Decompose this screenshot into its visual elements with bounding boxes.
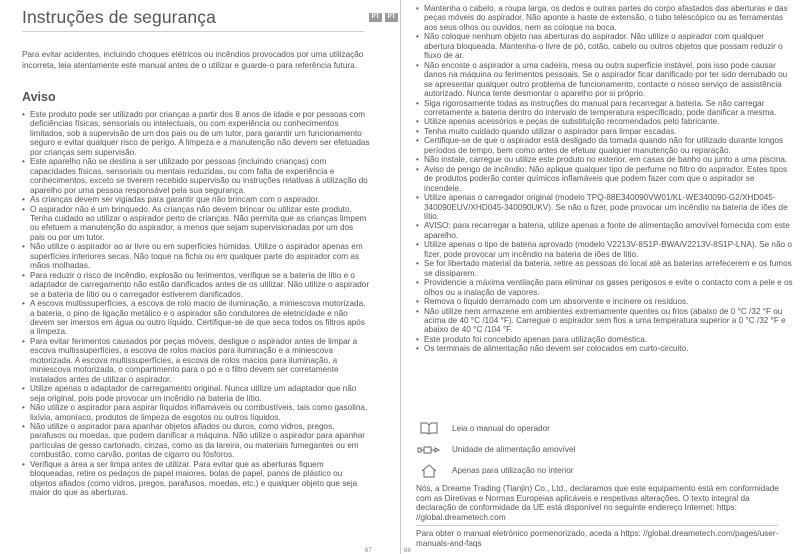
warning-item: • Utilize apenas o carregador original (modelo TPQ-88E340090VW01/KL-WE340090-G2/XHD045-340090EUV/XHD045-340090UKV). Se não o fizer, pode provocar um incêndio na bateria de iões de lítio. (416, 193, 794, 221)
warning-list-left (22, 110, 370, 498)
symbol-label: Apenas para utilização no interior (452, 466, 574, 475)
warning-item: • Utilize apenas acessórios e peças de substituição recomendados pelo fabricante. (416, 117, 794, 126)
warning-item: • O aspirador não é um brinquedo. As crianças não devem brincar ou utilizar este produto. Tenha cuidado ao utilizar o aspirador perto de crianças. Não permita que as crianças limpem ou efetuem a manutenção do aspirador, a menos que sejam supervisionadas por um dos pais ou por um tutor. (22, 205, 370, 243)
warning-item: • Não coloque nenhum objeto nas aberturas do aspirador. Não utilize o aspirador com qualquer abertura bloqueada. Mantenha-o livre de pó, cotão, cabelo ou outros objetos que possam reduzir o fluxo de ar. (416, 32, 794, 60)
warning-item: • Não utilize nem armazene em ambientes extremamente quentes ou frios (abaixo de 0 °C /32 °F ou acima de 40 °C /104 °F). Carregue o aspirador sem fios a uma temperatura superior a 0 °C /32 °F e abaixo de 40 °C /104 °F. (416, 307, 794, 335)
warning-item: • Este produto pode ser utilizado por crianças a partir dos 8 anos de idade e por pessoas com deficiências físicas, sensoriais ou intelectuais, ou com experiência ou conhecimentos limitados, sob a supervisão de um dos pais ou de um tutor, para garantir um funcionamento seguro e evitar qualquer risco de perigo. A limpeza e a manutenção não devem ser efetuadas por crianças sem supervisão. (22, 110, 370, 157)
page-number: 67 (365, 548, 372, 554)
symbol-row (414, 418, 784, 439)
warning-item: • Aviso de perigo de incêndio: Não aplique qualquer tipo de perfume no filtro do aspirador. Estes tipos de produtos poderão conter químicos inflamáveis que podem fazer com que o aspirador se incendeie. (416, 165, 794, 193)
warning-item: • Mantenha o cabelo, a roupa larga, os dedos e outras partes do corpo afastados das aberturas e das peças móveis do aspirador. Não aponte a haste de extensão, o tubo telescópico ou as ferramentas aos seus olhos ou ouvidos, nem as coloque na boca. (416, 4, 794, 32)
section-title: Aviso (22, 90, 56, 104)
warning-item: • Utilize apenas o tipo de bateria aprovado (modelo V2213V-8S1P-BWA/V2213V-8S1P-LNA). Se não o fizer, pode provocar um incêndio na bateria de iões de lítio. (416, 240, 794, 259)
warning-item: • As crianças devem ser vigiadas para garantir que não brincam com o aspirador. (22, 195, 370, 204)
declaration-divider (416, 525, 778, 526)
warning-item: • Os terminais de alimentação não devem ser colocados em curto-circuito. (416, 344, 794, 353)
symbol-label: Unidade de alimentação amovível (452, 445, 576, 454)
symbol-label: Leia o manual do operador (452, 424, 550, 433)
warning-item: • Verifique a área a ser limpa antes de utilizar. Para evitar que as aberturas fiquem bloqueadas, retire os pedaços de papel maiores, bolas de papel, panos de plástico ou objetos afiados (como vidros, pregos, parafusos, moedas, etc.) e qualquer objeto que seja maior do que as aberturas. (22, 460, 370, 498)
warning-item: • Não utilize o aspirador ao ar livre ou em superfícies húmidas. Utilize o aspirador apenas em superfícies interiores secas. Não toque na ficha ou em qualquer parte do aspirador com as mãos molhadas. (22, 242, 370, 270)
warning-item: • Certifique-se de que o aspirador está desligado da tomada quando não for utilizado durante longos períodos de tempo, bem como antes de efetuar qualquer manutenção ou reparação. (416, 136, 794, 155)
page-title: Instruções de segurança (22, 7, 216, 27)
house-icon (414, 464, 444, 478)
warning-item: • A escova multissuperfícies, a escova de rolo macio de iluminação, a miniescova motorizada, a bateria, o pino de ligação metálico e o aspirador são condutores de eletricidade e não devem ser imersos em água ou outro líquido. Certifique-se de que seca todos os filtros após a limpeza. (22, 299, 370, 337)
power-supply-icon (414, 443, 444, 457)
warning-item: • Não instale, carregue ou utilize este produto no exterior, em casas de banho ou junto a uma piscina. (416, 155, 794, 164)
warning-item: • Este aparelho não se destina a ser utilizado por pessoas (incluindo crianças) com capacidades físicas, sensoriais ou mentais reduzidas, ou com falta de experiência e conhecimentos, exceto se tiverem recebido supervisão ou instruções relativas à utilização do aparelho por uma pessoa responsável pela sua segurança. (22, 157, 370, 195)
warning-item: • AVISO: para recarregar a bateria, utilize apenas a fonte de alimentação amovível fornecida com este aparelho. (416, 221, 794, 240)
warning-item: • Remova o líquido derramado com um absorvente e incinere os resíduos. (416, 297, 794, 306)
title-divider (22, 31, 364, 32)
warning-item: • Siga rigorosamente todas as instruções do manual para recarregar a bateria. Se não carregar corretamente a bateria dentro do intervalo de temperatura especificado, pode danificar a mesma. (416, 99, 794, 118)
symbol-row (414, 439, 784, 460)
page-number: 68 (404, 548, 411, 554)
language-tabs (369, 13, 398, 22)
warning-item: • Se for libertado material da bateria, retire as pessoas do local até as baterias arrefecerem e os fumos se dissiparem. (416, 259, 794, 278)
warning-item: • Providencie a máxima ventilação para eliminar os gases perigosos e evite o contacto com a pele e os olhos ou a inalação de vapores. (416, 278, 794, 297)
symbol-legend (414, 418, 784, 481)
intro-paragraph: Para evitar acidentes, incluindo choques elétricos ou incêndios provocados por uma utilização incorreta, leia atentamente este manual antes de o utilizar e guarde-o para referência futura. (22, 50, 364, 70)
language-tab: PT (385, 13, 398, 22)
declaration-paragraph: Nós, a Dreame Trading (Tianjin) Co., Ltd., declaramos que este equipamento está em conformidade com as Diretivas e Normas Europeias aplicáveis e respetivas alterações. O texto integral da declaração de conformidade da UE está disponível no seguinte endereço Internet: https: //global.dreametech.com (416, 484, 779, 522)
book-icon (414, 422, 444, 436)
symbol-row (414, 460, 784, 481)
warning-list-right (416, 4, 794, 354)
warning-item: • Tenha muito cuidado quando utilizar o aspirador para limpar escadas. (416, 127, 794, 136)
manual-link-paragraph: Para obter o manual eletrónico pormenorizado, aceda a https: //global.dreametech.com/pages/user-manuals-and-faqs (416, 529, 779, 548)
warning-item: • Não utilize o aspirador para aspirar líquidos inflamáveis ou combustíveis, tais como gasolina, lixívia, amoníaco, produtos de limpeza de esgotos ou outros líquidos. (22, 403, 370, 422)
warning-item: • Utilize apenas o adaptador de carregamento original. Nunca utilize um adaptador que não seja original, pois pode provocar um incêndio na bateria de lítio. (22, 384, 370, 403)
warning-item: • Este produto foi concebido apenas para utilização doméstica. (416, 335, 794, 344)
warning-item: • Para evitar ferimentos causados por peças móveis, desligue o aspirador antes de limpar a escova multissuperfícies, a escova de rolos macios para iluminação e a miniescova motorizada. A escova multissuperfícies, a escova de rolos macios para iluminação, a miniescova motorizada, o compartimento para o pó e o filtro devem ser corretamente instalados antes de utilizar o aspirador. (22, 337, 370, 384)
language-tab: PT (369, 13, 382, 22)
warning-item: • Não utilize o aspirador para apanhar objetos afiados ou duros, como vidros, pregos, parafusos ou moedas, que podem danificar a máquina. Não utilize o aspirador para apanhar partículas de gesso cartonado, cinzas, como as da lareira, ou materiais fumegantes ou em combustão, como carvão, pontas de cigarro ou fósforos. (22, 422, 370, 460)
warning-item: • Não encoste o aspirador a uma cadeira, mesa ou outra superfície instável, pois isso pode causar danos na máquina ou ferimentos pessoais. Se o aspirador ficar danificado por ter sido derrubado ou se apresentar qualquer outro problema de funcionamento, contacte o nosso serviço de assistência autorizado. Nunca tente desmontar o aparelho por si próprio. (416, 61, 794, 99)
warning-item: • Para reduzir o risco de incêndio, explosão ou ferimentos, verifique se a bateria de lítio e o adaptador de carregamento não estão danificados antes de os utilizar. Não utilize o aspirador se a bateria de lítio ou o carregador estiverem danificados. (22, 271, 370, 299)
